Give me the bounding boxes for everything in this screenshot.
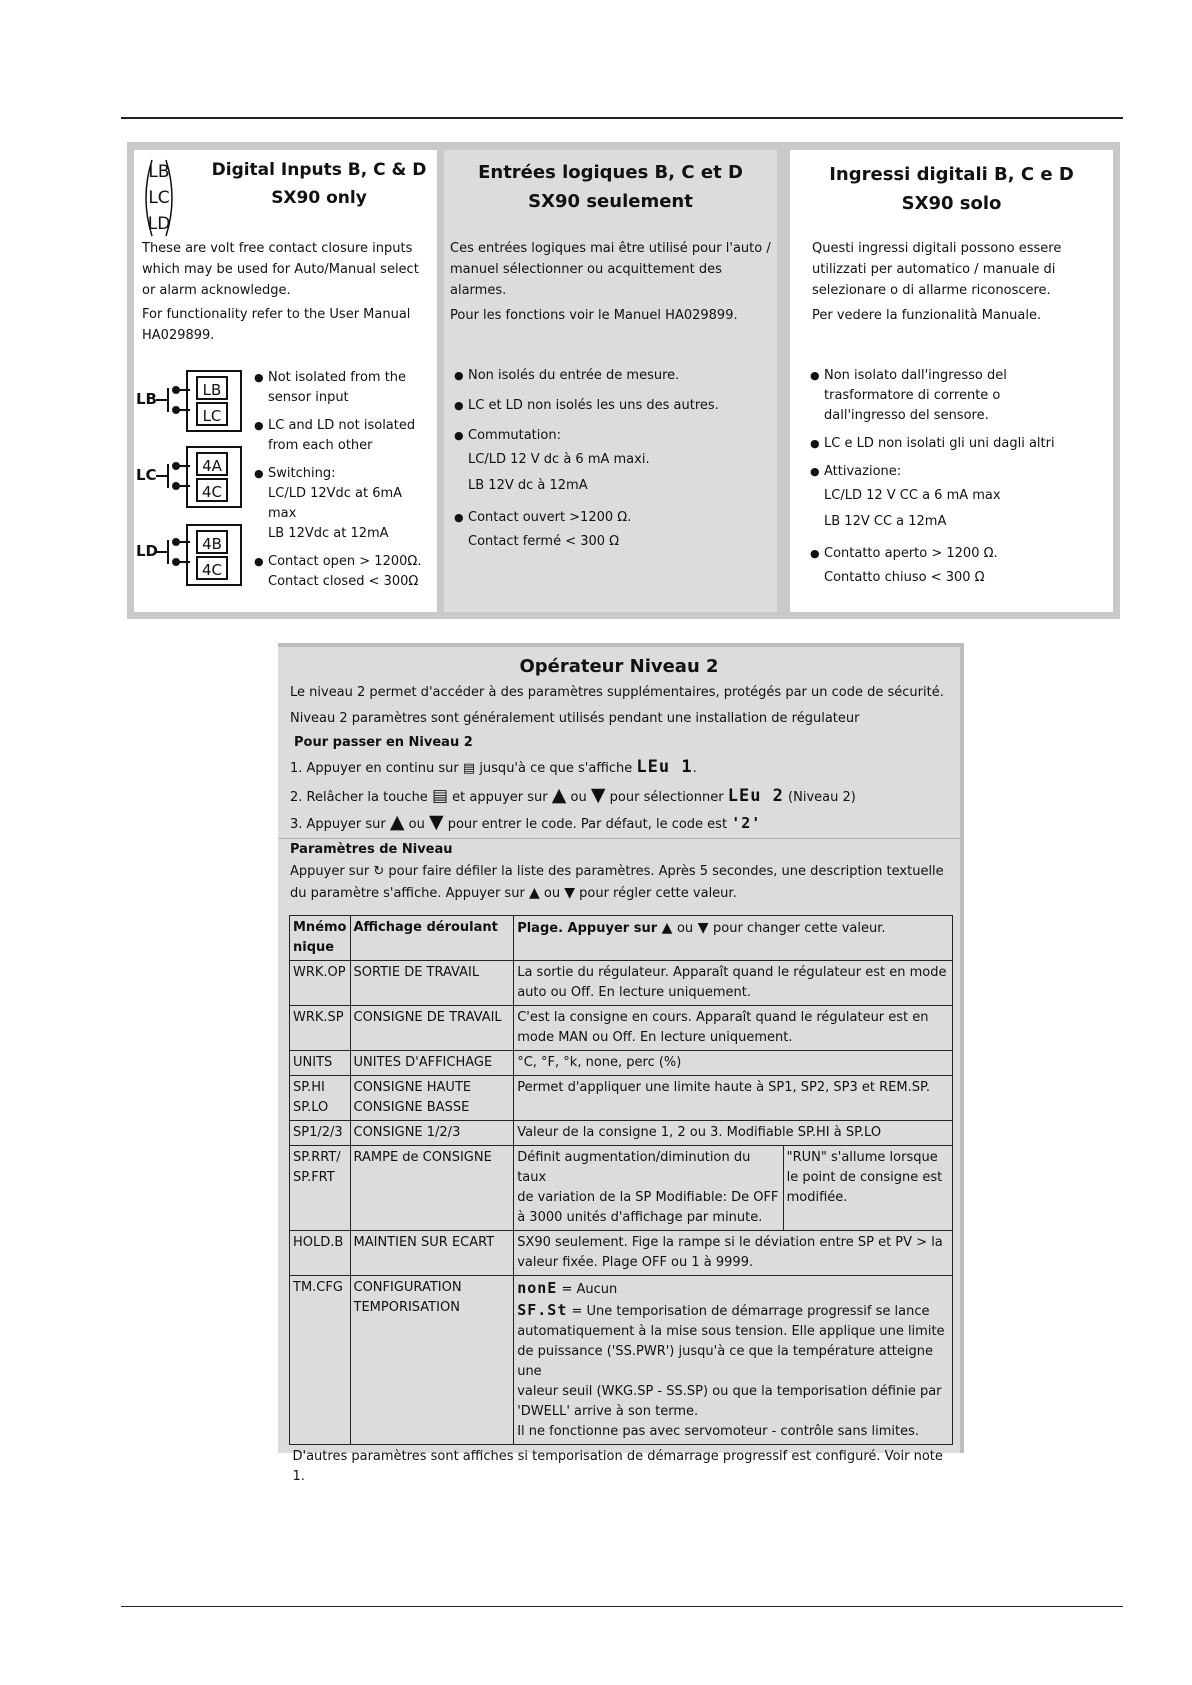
step-2: 2. Relâcher la touche ▤ et appuyer sur ▲ ou ▼ pour sélectionner LEu 2 (Niveau 2): [290, 784, 856, 806]
up-arrow-icon: ▲: [661, 920, 673, 936]
cell-range: nonE = Aucun SF.St = Une temporisation de démarrage progressif se lance automatiquement à la mise sous tension. Elle applique une limite de puissance ('SS.PWR') jusqu'à ce que la température atteigne une valeur seuil (WKG.SP - SS.SP) ou que la temporisation définie par 'DWELL' arrive à son terme. Il ne fonctionne pas avec servomoteur - contrôle sans limites.: [514, 1276, 953, 1445]
en-title: [204, 156, 434, 212]
default-code: '2': [731, 814, 762, 832]
display-lev1: LEu 1: [636, 757, 693, 777]
step-1: 1. Appuyer en continu sur ▤ jusqu'à ce que s'affiche LEu 1.: [290, 757, 697, 777]
cell-display: CONSIGNE DE TRAVAIL: [350, 1006, 514, 1051]
desc-line-1: Appuyer sur ↻ pour faire défiler la liste des paramètres. Après 5 secondes, une description textuelle: [290, 864, 944, 879]
it-title: [790, 160, 1113, 218]
it-bullet: ● Contatto aperto > 1200 Ω.: [810, 544, 1110, 564]
header-range: Plage. Appuyer sur ▲ ou ▼ pour changer cette valeur.: [514, 916, 953, 961]
it-bullet: ● Non isolato dall'ingresso del trasformatore di corrente o dall'ingresso del sensore.: [810, 366, 1110, 426]
en-bullet: ● Contact open > 1200Ω. Contact closed < 300Ω: [254, 552, 434, 592]
english-column: [134, 150, 437, 612]
page-key-icon: ▤: [462, 761, 476, 776]
fr-sub-line: Contact fermé < 300 Ω: [468, 534, 620, 549]
it-sub-line: LB 12V CC a 12mA: [824, 514, 947, 529]
badge-lc: LC: [148, 188, 170, 208]
fr-bullet: ● LC et LD non isolés les uns des autres.: [454, 396, 772, 416]
step-3: 3. Appuyer sur ▲ ou ▼ pour entrer le code. Par défaut, le code est '2': [290, 811, 762, 833]
it-bullet: ● LC e LD non isolati gli uni dagli altri: [810, 434, 1110, 454]
sub-heading-enter-level: Pour passer en Niveau 2: [294, 735, 473, 750]
en-bullet: ● Not isolated from the sensor input: [254, 368, 434, 408]
up-arrow-icon: ▲: [389, 811, 405, 833]
terminal-4c-a: 4C: [196, 478, 228, 502]
cell-mnemonic: HOLD.B: [290, 1231, 351, 1276]
cell-display: MAINTIEN SUR ECART: [350, 1231, 514, 1276]
it-title-line2: SX90 solo: [901, 193, 1002, 214]
en-p1-line3: or alarm acknowledge.: [142, 283, 291, 298]
down-arrow-icon: ▼: [590, 784, 606, 806]
cell-range: °C, °F, °k, none, perc (%): [514, 1051, 953, 1076]
display-none: nonE: [517, 1279, 558, 1297]
table-row: [290, 961, 953, 1006]
table-row: [290, 1231, 953, 1276]
fr-title-line1: Entrées logiques B, C et D: [478, 162, 743, 183]
terminal-lc: LC: [196, 402, 228, 426]
en-bullets: [254, 368, 434, 592]
display-lev2: LEu 2: [727, 786, 784, 806]
cell-range: La sortie du régulateur. Apparaît quand le régulateur est en mode auto ou Off. En lecture uniquement.: [514, 961, 953, 1006]
scroll-key-icon: ↻: [373, 864, 385, 879]
terminal-lb: LB: [196, 376, 228, 400]
fr-bullet: ● Commutation:: [454, 426, 772, 446]
wire-label-ld: LD: [136, 542, 159, 560]
table-row: [290, 1276, 953, 1445]
fr-sub-line: LB 12V dc à 12mA: [468, 478, 588, 493]
fr-title: [444, 158, 777, 216]
lower-title: Opérateur Niveau 2: [519, 656, 719, 677]
fr-bullets: [454, 366, 772, 552]
it-p1-line1: Questi ingressi digitali possono essere: [812, 241, 1062, 256]
cell-mnemonic: UNITS: [290, 1051, 351, 1076]
wire-label-lc: LC: [136, 466, 157, 484]
table-footer-row: [290, 1445, 953, 1490]
section-divider: [278, 838, 960, 839]
intro-line-1: Le niveau 2 permet d'accéder à des paramètres supplémentaires, protégés par un code de sécurité.: [290, 685, 944, 700]
it-p2: Per vedere la funzionalità Manuale.: [812, 308, 1042, 323]
table-row: [290, 1051, 953, 1076]
en-title-line2: SX90 only: [271, 188, 367, 208]
cell-range: Définit augmentation/diminution du taux de variation de la SP Modifiable: De OFF à 3000 unités d'affichage par minute.: [514, 1146, 783, 1231]
fr-p1-line2: manuel sélectionner ou acquittement des: [450, 262, 722, 277]
table-row: [290, 1146, 953, 1231]
it-p1-line2: utilizzati per automatico / manuale di: [812, 262, 1056, 277]
cell-mnemonic: WRK.OP: [290, 961, 351, 1006]
cell-mnemonic: SP.HI SP.LO: [290, 1076, 351, 1121]
fr-p1-line1: Ces entrées logiques mai être utilisé pour l'auto /: [450, 241, 771, 256]
cell-range-note: "RUN" s'allume lorsque le point de consigne est modifiée.: [783, 1146, 952, 1231]
header-rule: [121, 117, 1123, 119]
cell-display: SORTIE DE TRAVAIL: [350, 961, 514, 1006]
down-arrow-icon: ▼: [428, 811, 444, 833]
it-p1-line3: selezionare o di allarme riconoscere.: [812, 283, 1051, 298]
it-sub-line: Contatto chiuso < 300 Ω: [824, 570, 985, 585]
down-arrow-icon: ▼: [697, 920, 709, 936]
fr-p2: Pour les fonctions voir le Manuel HA029899.: [450, 308, 738, 323]
table-row: [290, 1121, 953, 1146]
it-bullets: [810, 366, 1110, 588]
terminal-4c-b: 4C: [196, 556, 228, 580]
wire-label-lb: LB: [136, 390, 157, 408]
badge-lb: LB: [148, 162, 170, 182]
it-description: [812, 238, 1108, 326]
down-arrow-icon: ▼: [564, 885, 575, 901]
cell-display: RAMPE de CONSIGNE: [350, 1146, 514, 1231]
cell-range: C'est la consigne en cours. Apparaît quand le régulateur est en mode MAN ou Off. En lecture uniquement.: [514, 1006, 953, 1051]
cell-mnemonic: SP1/2/3: [290, 1121, 351, 1146]
operator-level-2-panel: [278, 643, 964, 1484]
wiring-diagram: [134, 368, 254, 608]
cell-mnemonic: WRK.SP: [290, 1006, 351, 1051]
en-bullet: ● Switching: LC/LD 12Vdc at 6mA max LB 12Vdc at 12mA: [254, 464, 434, 544]
lb-lc-ld-badge: [142, 158, 176, 238]
it-sub-line: LC/LD 12 V CC a 6 mA max: [824, 488, 1001, 503]
cell-range: Permet d'appliquer une limite haute à SP1, SP2, SP3 et REM.SP.: [514, 1076, 953, 1121]
header-display: Affichage déroulant: [350, 916, 514, 961]
en-p2-line2: HA029899.: [142, 328, 215, 343]
en-title-line1: Digital Inputs B, C & D: [211, 160, 427, 180]
en-p2-line1: For functionality refer to the User Manual: [142, 307, 411, 322]
cell-mnemonic: TM.CFG: [290, 1276, 351, 1445]
french-column: [444, 150, 777, 612]
fr-bullet: ● Non isolés du entrée de mesure.: [454, 366, 772, 386]
cell-range: SX90 seulement. Fige la rampe si le déviation entre SP et PV > la valeur fixée. Plage OFF ou 1 à 9999.: [514, 1231, 953, 1276]
fr-description: [450, 238, 772, 326]
up-arrow-icon: ▲: [551, 784, 567, 806]
cell-display: CONSIGNE HAUTE CONSIGNE BASSE: [350, 1076, 514, 1121]
desc-line-2: du paramètre s'affiche. Appuyer sur ▲ ou ▼ pour régler cette valeur.: [290, 885, 737, 901]
footer-note: D'autres paramètres sont affiches si temporisation de démarrage progressif est configuré. Voir note 1.: [290, 1445, 953, 1490]
badge-ld: LD: [147, 214, 171, 234]
en-description: [142, 238, 434, 346]
up-arrow-icon: ▲: [528, 885, 540, 901]
en-bullet: ● LC and LD not isolated from each other: [254, 416, 434, 456]
fr-bullet: ● Contact ouvert >1200 Ω.: [454, 508, 772, 528]
page-key-icon: ▤: [431, 786, 449, 806]
table-row: [290, 1006, 953, 1051]
footer-rule: [121, 1606, 1123, 1607]
fr-title-line2: SX90 seulement: [528, 191, 693, 212]
terminal-4b: 4B: [196, 530, 228, 554]
fr-p1-line3: alarmes.: [450, 283, 507, 298]
intro-line-2: Niveau 2 paramètres sont généralement utilisés pendant une installation de régulateur: [290, 711, 860, 726]
italian-column: [790, 150, 1113, 612]
parameter-table: [289, 915, 953, 1489]
sub-heading-level-params: Paramètres de Niveau: [290, 842, 453, 857]
table-header-row: [290, 916, 953, 961]
cell-range: Valeur de la consigne 1, 2 ou 3. Modifiable SP.HI à SP.LO: [514, 1121, 953, 1146]
cell-display: CONSIGNE 1/2/3: [350, 1121, 514, 1146]
header-mnemonic: Mnémo nique: [290, 916, 351, 961]
cell-mnemonic: SP.RRT/ SP.FRT: [290, 1146, 351, 1231]
cell-display: UNITES D'AFFICHAGE: [350, 1051, 514, 1076]
digital-inputs-panel: [127, 142, 1120, 619]
it-bullet: ● Attivazione:: [810, 462, 1110, 482]
en-p1-line1: These are volt free contact closure inputs: [142, 241, 413, 256]
it-title-line1: Ingressi digitali B, C e D: [829, 164, 1074, 185]
terminal-4a: 4A: [196, 452, 228, 476]
fr-sub-line: LC/LD 12 V dc à 6 mA maxi.: [468, 452, 650, 467]
cell-display: CONFIGURATION TEMPORISATION: [350, 1276, 514, 1445]
en-p1-line2: which may be used for Auto/Manual select: [142, 262, 419, 277]
display-sfst: SF.St: [517, 1301, 568, 1319]
table-row: [290, 1076, 953, 1121]
